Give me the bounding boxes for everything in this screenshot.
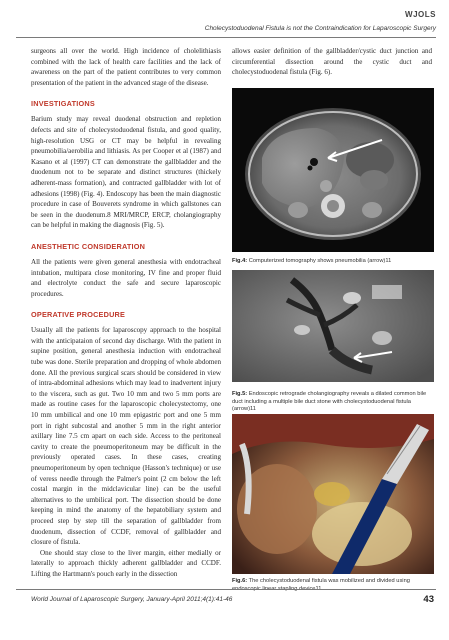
left-column xyxy=(31,46,221,580)
journal-abbrev: WJOLS xyxy=(405,10,436,19)
intro-paragraph: surgeons all over the world. High incidence of cholelithiasis combined with the lack of health care facilities and the lack of awareness on the part of the patient contributes to very common presentation of the patient in the advanced stage of the disease. xyxy=(31,47,221,87)
anesthetic-paragraph: All the patients were given general anesthesia with endotracheal intubation, multipara close monitoring, IV fine and proper fluid and electrolyte conduct the safe and secure laparoscopic procedures. xyxy=(31,257,221,298)
figure-6-laparoscopy-image xyxy=(232,414,434,574)
figure-5-caption-text: Endoscopic retrograde cholangiography reveals a dilated common bile duct including a multiple bile duct stone with cholecystoduodenal fistula (arrow)11 xyxy=(232,391,427,412)
right-column xyxy=(232,46,432,78)
operative-paragraph-2: One should stay close to the liver margin, either medially or laterally to approach thickly adherent gallbladder and CCDF. Lifting the Hartmann's pouch early in the dissection xyxy=(31,548,221,578)
operative-heading: OPERATIVE PROCEDURE xyxy=(31,310,126,320)
figure-5-caption xyxy=(232,391,436,414)
figure-4-caption xyxy=(232,258,436,266)
ercp-illustration xyxy=(232,270,434,382)
running-header xyxy=(16,25,436,38)
footer-rule xyxy=(16,589,436,590)
page-number: 43 xyxy=(423,594,434,605)
figure-4-label: Fig.4: xyxy=(232,258,248,264)
figure-5-ercp-image xyxy=(232,270,434,382)
figure-4-caption-text: Computerized tomography shows pneumobilia (arrow)11 xyxy=(248,258,392,264)
figure-6-caption xyxy=(232,578,436,593)
ct-scan-illustration xyxy=(232,88,434,252)
footer-citation: World Journal of Laparoscopic Surgery, January-April 2011;4(1):41-46 xyxy=(31,596,233,603)
figure-6-label: Fig.6: xyxy=(232,578,248,584)
investigations-heading: INVESTIGATIONS xyxy=(31,99,95,109)
figure-6-caption-text: The cholecystoduodenal fistula was mobilized and divided using endoscopic linear stapling device11 xyxy=(232,578,410,592)
operative-paragraph-1: Usually all the patients for laparoscopy approach to the hospital with the anticipataion of second day discharge. With the patient in supine position, general anesthesia induction with endotracheal tube was done. Sterile preparation and dropping of whole abdomen done. All the previous surgical scars should be considered in view of intra-abdominal adhesions which may lead to inadvertent injury to the viscera, such as gut. Two 10 mm and two 5 mm ports are made as routine cases for the laparoscopic cholecystectomy, one 10 mm umbilical and one 10 mm epigastric port and one 5 mm port in right subcostal and another 5 mm in the right anterior axillary line 7.5 cm apart on each side. Access to the peritoneal cavity to create the pneumoperitoneum may be difficult in the previously operated cases. In these cases, creating pneumoperitoneum by open technique (Hasson's technique) or use of veress needle through the Palmer's point (2 cm below the left costal margin in the midclavicular line) can be the useful alternatives to the umbilical port. The dissection should be done keeping in mind the anatomy of the hepatobiliary system and proceed step by step till the separation of gallbladder from duodenum, dissection of CCDF, removal of gallbladder and closure of fistula. xyxy=(31,326,221,547)
investigations-paragraph: Barium study may reveal duodenal obstruction and repletion defects and site of cholecystoduodenal fistula, and good quality, high-resolution USG or CT may be helpful in revealing pneumobilia/aerobilia and lithiasis. As per Cooper et al (1987) and Kasano et al (1997) CT can demonstrate the gallbladder and the duodenum not to be separate and distinct structures (thickely adherent-mass formation), and contracted gallbladder with lot of adhesions (1998) (Fig. 4). Endoscopy has been the main diagnostic procedure in case of Bouverets syndrome in which gallstones can be seen in the duodenum.8 MRI/MRCP, ERCP, cholangiography can be helpful in making the diagnosis (Fig. 5). xyxy=(31,115,221,230)
laparoscopy-illustration xyxy=(232,414,434,574)
figure-5-label: Fig.5: xyxy=(232,391,248,397)
figure-4-ct-image xyxy=(232,88,434,252)
right-intro-paragraph: allows easier definition of the gallbladder/cystic duct junction and circumferential dissection around the cystic duct and cholecystoduodenal fistula (Fig. 6). xyxy=(232,47,432,77)
anesthetic-heading: ANESTHETIC CONSIDERATION xyxy=(31,241,146,251)
running-title: Cholecystoduodenal Fistula is not the Contraindication for Laparoscopic Surgery xyxy=(204,25,436,32)
